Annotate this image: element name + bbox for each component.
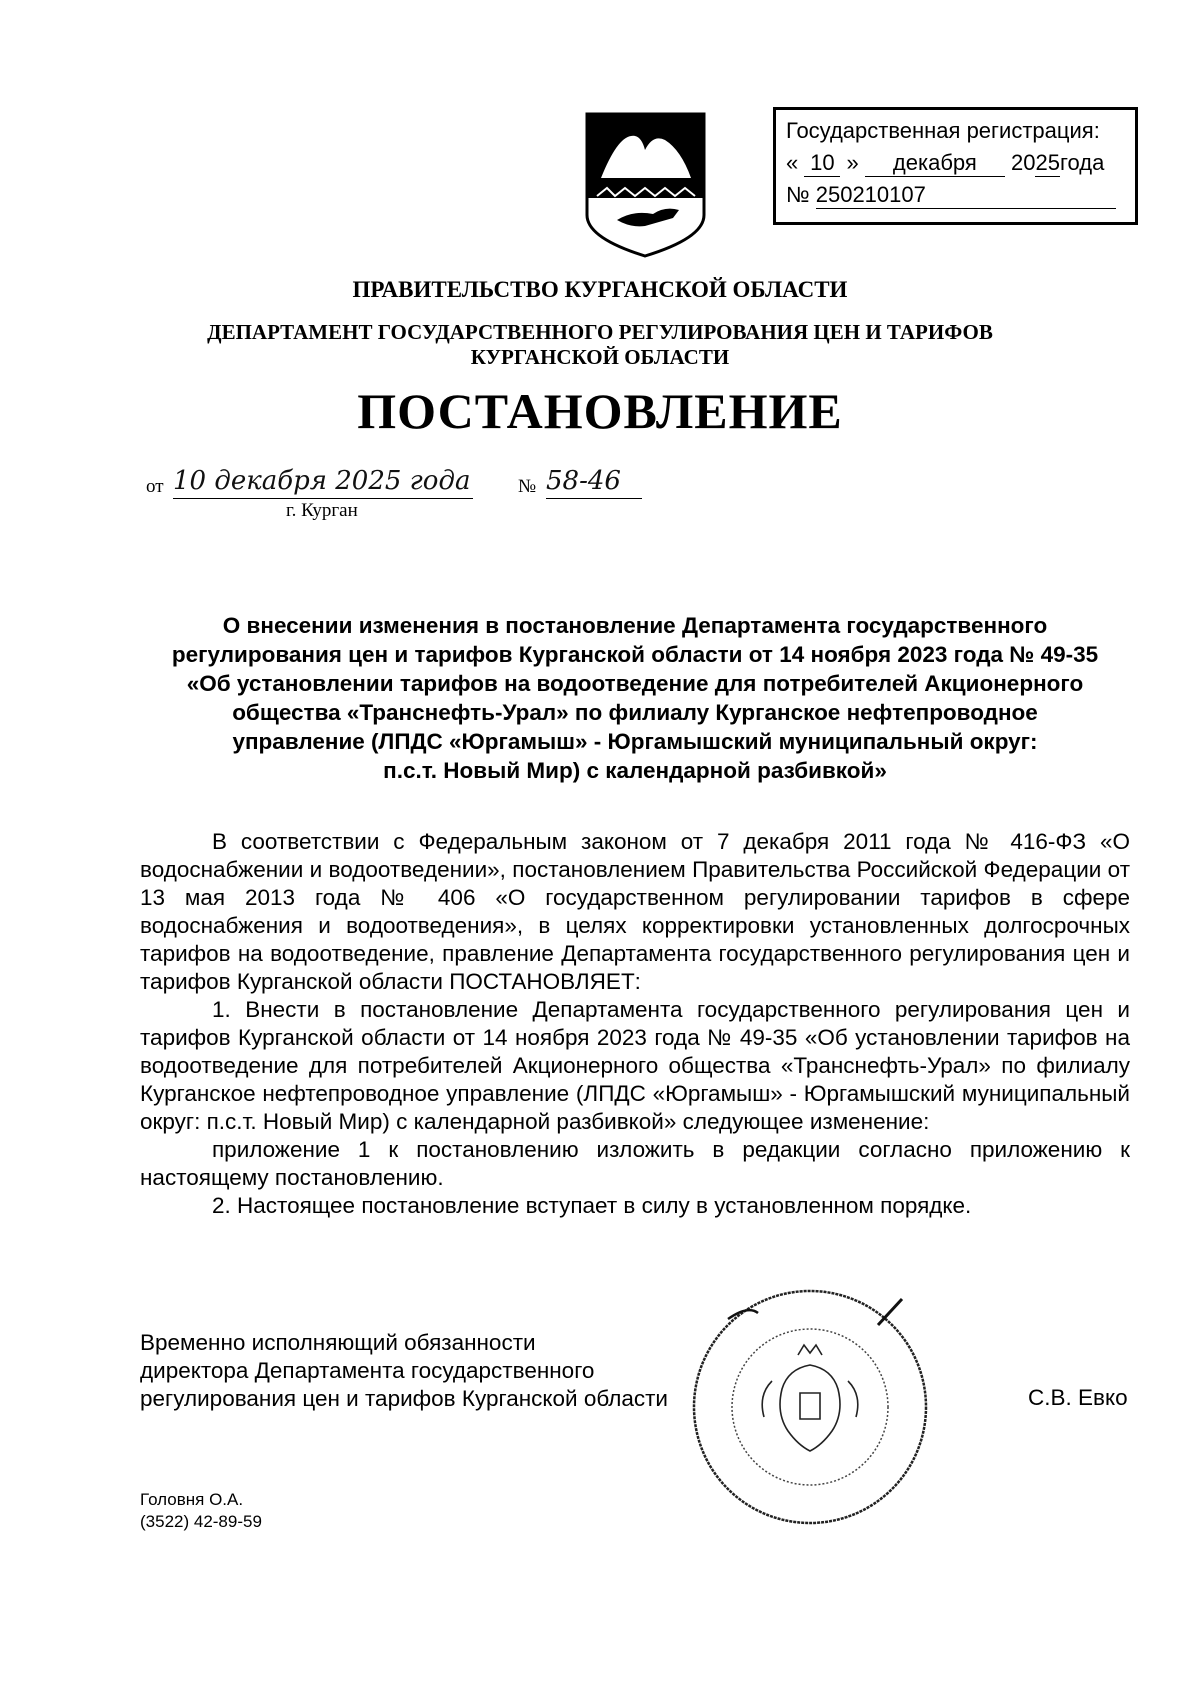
official-seal-stamp — [688, 1285, 933, 1530]
document-subject — [140, 611, 1130, 785]
number-label: № — [518, 476, 537, 497]
executor-phone: (3522) 42-89-59 — [140, 1512, 262, 1531]
coat-of-arms-emblem — [583, 110, 708, 260]
registration-number-value: 250210107 — [816, 182, 1116, 209]
department-heading-line1: ДЕПАРТАМЕНТ ГОСУДАРСТВЕННОГО РЕГУЛИРОВАНИЯ ЦЕН И ТАРИФОВ — [207, 320, 993, 344]
body-paragraph-item-2: 2. Настоящее постановление вступает в силу в установленном порядке. — [212, 1193, 972, 1218]
city-label: г. Курган — [286, 500, 358, 521]
registration-year-suffix: 25 — [1035, 150, 1060, 175]
document-body — [140, 828, 1130, 1220]
registration-year-prefix: 20 — [1011, 150, 1036, 175]
registration-month: декабря — [865, 150, 1005, 177]
registration-day: 10 — [804, 150, 840, 177]
registration-date: « 10 » декабря 2025года — [786, 150, 1105, 175]
date-line — [146, 466, 646, 530]
executor-name: Головня О.А. — [140, 1490, 244, 1509]
department-heading-line2: КУРГАНСКОЙ ОБЛАСТИ — [470, 345, 730, 369]
date-handwritten: 10 декабря 2025 года — [173, 464, 473, 499]
date-from-label: от — [146, 476, 164, 497]
subject-line: регулирования цен и тарифов Курганской области от 14 ноября 2023 года № 49-35 — [171, 642, 1099, 667]
document-type-title: ПОСТАНОВЛЕНИЕ — [357, 383, 843, 439]
subject-line: общества «Транснефть-Урал» по филиалу Курганское нефтепроводное — [232, 700, 1038, 725]
subject-line: «Об установлении тарифов на водоотведение для потребителей Акционерного — [186, 671, 1084, 696]
body-paragraph-item-1: 1. Внести в постановление Департамента государственного регулирования цен и тарифов Курганской области от 14 ноября 2023 года № 49-35 «Об установлении тарифов на водоотведение для потребителей Акционерного общества «Транснефть-Урал» по филиалу Курганское нефтепроводное управление (ЛПДС «Юргамыш» - Юргамышский муниципальный округ: п.с.т. Новый Мир) с календарной разбивкой» следующее изменение: — [140, 997, 1130, 1134]
department-heading — [0, 320, 1200, 370]
registration-number: № 250210107 — [786, 180, 1135, 212]
body-paragraph-change: приложение 1 к постановлению изложить в редакции согласно приложению к настоящему постановлению. — [140, 1137, 1130, 1190]
signatory-position: Временно исполняющий обязанности директора Департамента государственного регулирования цен и тарифов Курганской области — [140, 1330, 668, 1411]
executor-info — [140, 1489, 262, 1533]
body-paragraph-preamble: В соответствии с Федеральным законом от 7 декабря 2011 года № 416-ФЗ «О водоснабжении и водоотведении», постановлением Правительства Российской Федерации от 13 мая 2013 года № 406 «О государственном регулировании тарифов в сфере водоснабжения и водоотведения», в целях корректировки установленных долгосрочных тарифов на водоотведение, правление Департамента государственного регулирования цен и тарифов Курганской области ПОСТАНОВЛЯЕТ: — [140, 829, 1130, 994]
signatory-name: С.В. Евко — [1028, 1385, 1128, 1410]
subject-line: п.с.т. Новый Мир) с календарной разбивкой» — [383, 758, 887, 783]
registration-year-word: года — [1059, 150, 1105, 175]
number-handwritten: 58-46 — [546, 464, 642, 499]
registration-box — [773, 107, 1138, 225]
subject-line: управление (ЛПДС «Юргамыш» - Юргамышский муниципальный округ: — [232, 729, 1038, 754]
subject-line: О внесении изменения в постановление Департамента государственного — [222, 613, 1048, 638]
government-heading: ПРАВИТЕЛЬСТВО КУРГАНСКОЙ ОБЛАСТИ — [352, 277, 848, 302]
registration-label: Государственная регистрация: — [786, 118, 1100, 143]
